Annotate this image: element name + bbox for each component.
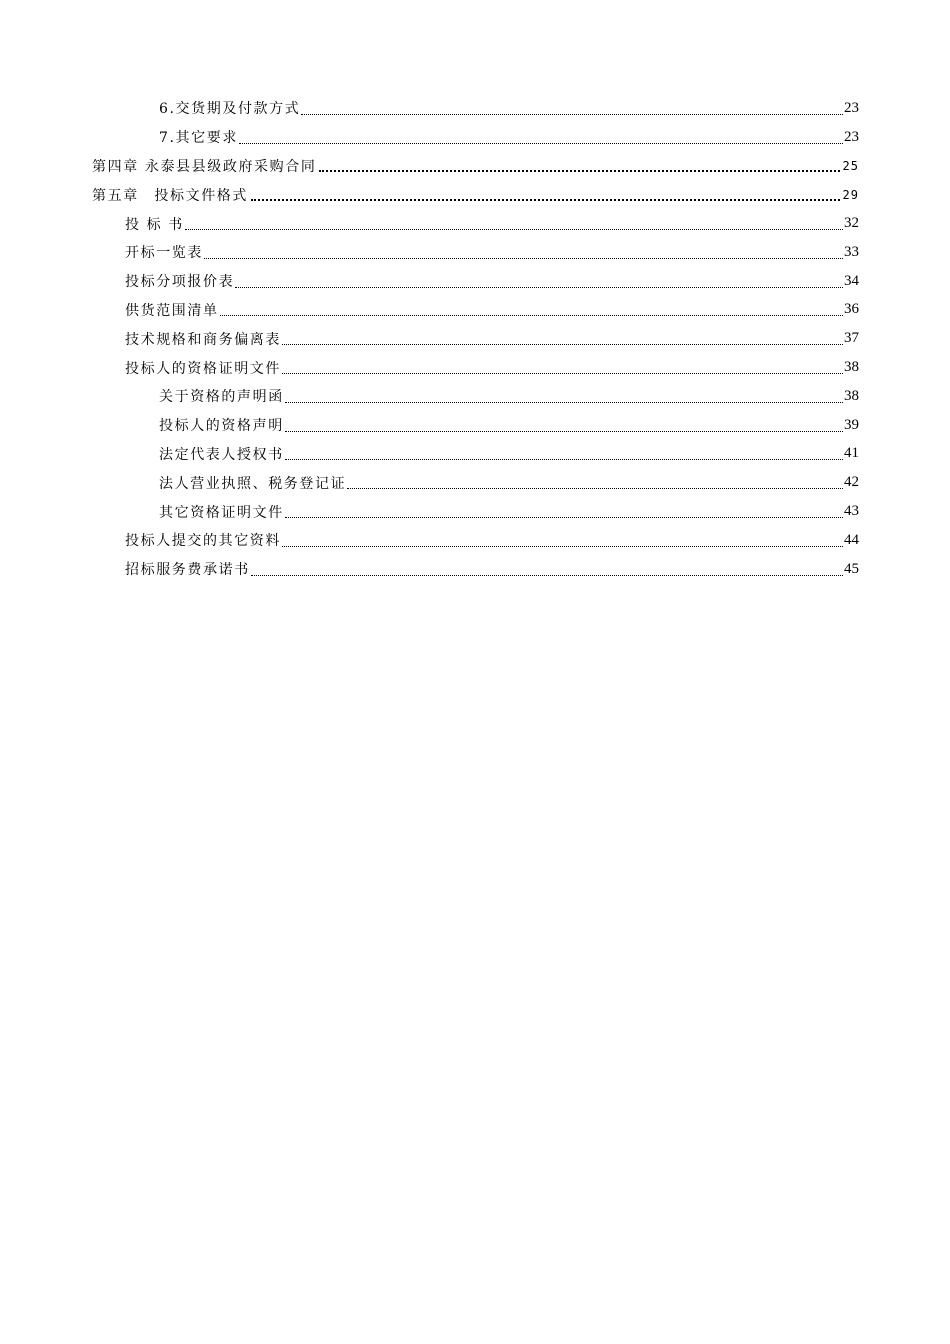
toc-page-number: 23 <box>844 128 859 145</box>
toc-page-number: 38 <box>844 359 859 376</box>
toc-entry-qualification-letter[interactable] <box>0 382 950 411</box>
dot-leader <box>301 113 843 115</box>
toc-entry-label: 关于资格的声明函 <box>159 389 284 406</box>
toc-entry-qualification-statement[interactable] <box>0 411 950 440</box>
toc-page-number: 45 <box>844 560 859 577</box>
dot-leader <box>185 228 843 230</box>
toc-entry-business-license[interactable] <box>0 468 950 497</box>
toc-page-number: 44 <box>844 531 859 548</box>
toc-entry-opening-summary[interactable] <box>0 238 950 267</box>
toc-page-number: 29 <box>842 187 859 202</box>
dot-leader <box>282 343 843 345</box>
dot-leader <box>285 401 843 403</box>
dot-leader <box>239 142 843 144</box>
toc-entry-chapter-5[interactable] <box>0 180 950 209</box>
toc-entry-label: 投标人的资格证明文件 <box>125 360 281 377</box>
toc-entry-other-materials[interactable] <box>0 526 950 555</box>
toc-page-number: 41 <box>844 445 859 462</box>
dot-leader <box>319 169 839 172</box>
toc-page-number: 25 <box>842 158 859 173</box>
toc-page-number: 33 <box>844 243 859 260</box>
toc-entry-label: 第四章 永泰县县级政府采购合同 <box>92 158 317 175</box>
dot-leader <box>282 545 843 547</box>
dot-leader <box>285 516 843 518</box>
dot-leader <box>251 574 843 576</box>
table-of-contents <box>0 94 950 584</box>
toc-entry-label: 法人营业执照、税务登记证 <box>159 475 347 492</box>
toc-entry-supply-scope[interactable] <box>0 296 950 325</box>
toc-entry-delivery-payment[interactable] <box>0 94 950 123</box>
dot-leader <box>282 372 843 374</box>
dot-leader <box>347 487 843 489</box>
toc-page-number: 32 <box>844 215 859 232</box>
dot-leader <box>204 257 843 259</box>
toc-page-number: 39 <box>844 416 859 433</box>
dot-leader <box>285 458 843 460</box>
toc-page-number: 43 <box>844 503 859 520</box>
toc-entry-label: 投标人提交的其它资料 <box>125 533 281 550</box>
toc-entry-label: 开标一览表 <box>125 245 203 262</box>
toc-entry-label: 投 标 书 <box>125 216 184 233</box>
toc-entry-label: 其它资格证明文件 <box>159 504 284 521</box>
toc-entry-label: 投标人的资格声明 <box>159 418 284 435</box>
toc-entry-label: 供货范围清单 <box>125 302 219 319</box>
toc-page-number: 23 <box>844 99 859 116</box>
toc-entry-label: 招标服务费承诺书 <box>125 562 250 579</box>
toc-entry-service-fee-commitment[interactable] <box>0 555 950 584</box>
toc-entry-label: 7.其它要求 <box>159 130 238 147</box>
toc-entry-label: 法定代表人授权书 <box>159 446 284 463</box>
toc-page-number: 37 <box>844 330 859 347</box>
toc-entry-qualification-docs[interactable] <box>0 353 950 382</box>
toc-entry-chapter-4[interactable] <box>0 152 950 181</box>
dot-leader <box>220 314 843 316</box>
dot-leader <box>235 286 843 288</box>
dot-leader <box>251 198 840 201</box>
toc-entry-label: 第五章 投标文件格式 <box>92 187 248 204</box>
toc-page-number: 34 <box>844 272 859 289</box>
toc-entry-label: 投标分项报价表 <box>125 274 235 291</box>
toc-entry-other-requirements[interactable] <box>0 123 950 152</box>
toc-page-number: 36 <box>844 301 859 318</box>
toc-entry-bid-letter[interactable] <box>0 209 950 238</box>
toc-entry-deviation-table[interactable] <box>0 324 950 353</box>
toc-entry-itemized-quote[interactable] <box>0 267 950 296</box>
toc-entry-other-qualification[interactable] <box>0 497 950 526</box>
toc-entry-authorization[interactable] <box>0 440 950 469</box>
toc-page-number: 38 <box>844 387 859 404</box>
dot-leader <box>285 430 843 432</box>
toc-entry-label: 6.交货期及付款方式 <box>159 101 301 118</box>
toc-entry-label: 技术规格和商务偏离表 <box>125 331 281 348</box>
toc-page-number: 42 <box>844 474 859 491</box>
